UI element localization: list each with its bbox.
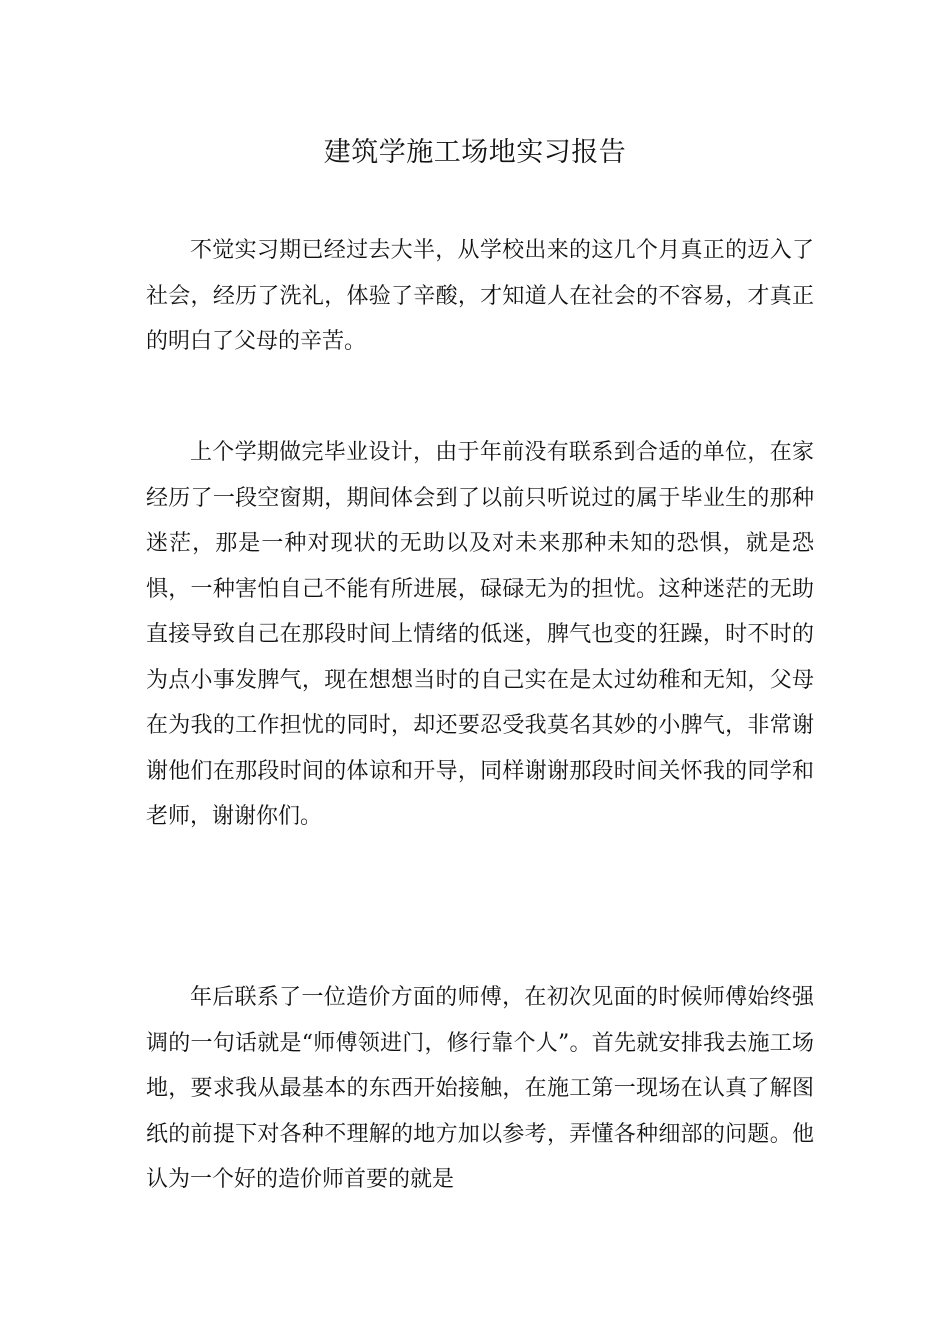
document-title: 建筑学施工场地实习报告 xyxy=(323,137,627,168)
paragraph-3: 年后联系了一位造价方面的师傅，在初次见面的时候师傅始终强调的一句话就是“师傅领进门，修行靠个人”。首先就安排我去施工场地，要求我从最基本的东西开始接触，在施工第一现场在认真了解图纸的前提下对各种不理解的地方加以参考，弄懂各种细部的问题。他认为一个好的造价师首要的就是 xyxy=(146,985,814,1192)
paragraph-2: 上个学期做完毕业设计，由于年前没有联系到合适的单位，在家经历了一段空窗期，期间体会到了以前只听说过的属于毕业生的那种迷茫，那是一种对现状的无助以及对未来那种未知的恐惧，就是恐惧，一种害怕自己不能有所进展，碌碌无为的担忧。这种迷茫的无助直接导致自己在那段时间上情绪的低迷，脾气也变的狂躁，时不时的为点小事发脾气，现在想想当时的自己实在是太过幼稚和无知，父母在为我的工作担忧的同时，却还要忍受我莫名其妙的小脾气，非常谢谢他们在那段时间的体谅和开导，同样谢谢那段时间关怀我的同学和老师，谢谢你们。 xyxy=(146,440,814,829)
paragraph-1: 不觉实习期已经过去大半，从学校出来的这几个月真正的迈入了社会，经历了洗礼，体验了辛酸，才知道人在社会的不容易，才真正的明白了父母的辛苦。 xyxy=(146,238,814,354)
